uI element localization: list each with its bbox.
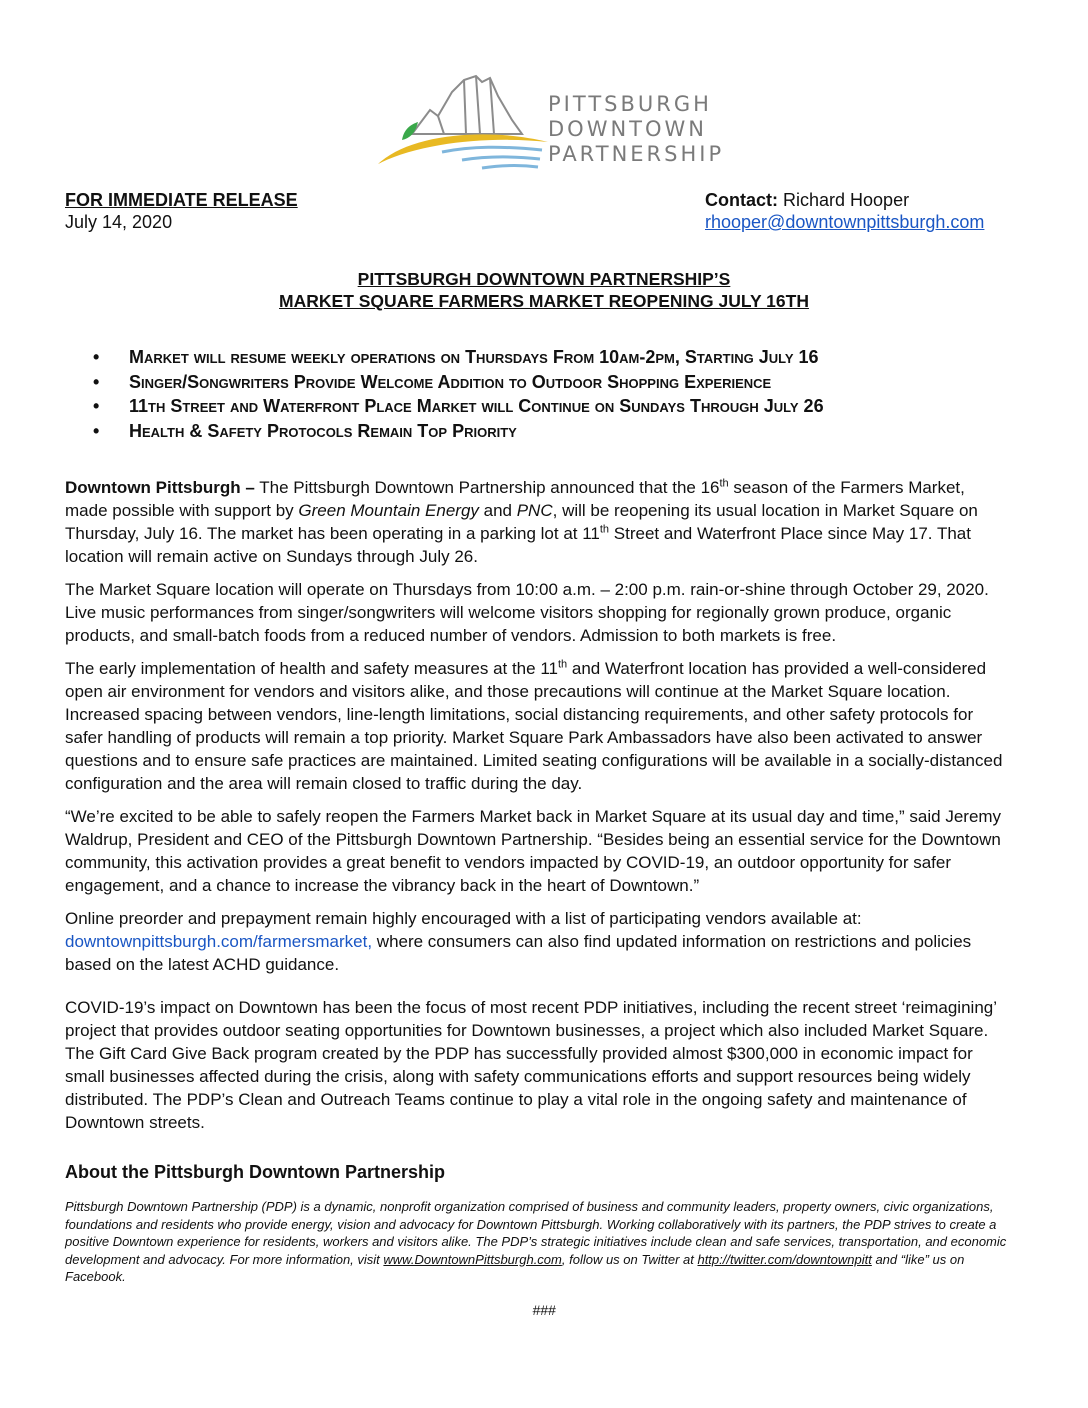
logo-wordmark — [548, 92, 724, 167]
text-run: and — [478, 501, 517, 520]
logo-water-lines — [442, 147, 542, 168]
paragraph-schedule: The Market Square location will operate on Thursdays from 10:00 a.m. – 2:00 p.m. rain-or-shine through October 29, 2020. Live music performances from singer/songwriters will welcome visitors shopping for regionally grown produce, organic products, and small-batch foods from a reduced number of vendors. Admission to both markets is free. — [65, 580, 989, 645]
text-run: Pittsburgh Downtown Partnership (PDP) is a dynamic, nonprofit organization comprised of business and community leaders, property owners, civic organizations, foundations and residents who provide energy, vision and advocacy for Downtown Pittsburgh. Working collaboratively with its partners, the PDP strives to create a positive Downtown experience for residents, workers and visitors alike. The PDP’s strategic initiatives include clean and safe services, transportation, and economic development and advocacy. For more information, visit — [65, 1199, 1007, 1267]
farmers-market-link[interactable]: downtownpittsburgh.com/farmersmarket, — [65, 932, 373, 951]
headline — [0, 268, 1088, 312]
text-run: and Waterfront location has provided a well-considered open air environment for vendors and visitors alike, and those precautions will continue at the Market Square location. Increased spacing between vendors, line-length limitations, social distancing requirements, and other safety protocols for safer handling of products will remain a top priority. Market Square Park Ambassadors have also been activated to answer questions and to ensure safe practices are maintained. Limited seating configurations will be available in a socially-distanced configuration and the area will remain closed to traffic during the day. — [65, 659, 1003, 793]
sponsor-name: Green Mountain Energy — [298, 501, 479, 520]
logo-mountain-shape — [412, 76, 522, 134]
contact-name: Richard Hooper — [783, 190, 910, 210]
headline-line-1: PITTSBURGH DOWNTOWN PARTNERSHIP’S — [357, 269, 731, 289]
paragraph-intro — [65, 476, 1010, 568]
highlights-list — [93, 345, 824, 443]
text-run: season of the Farmers Market, made possible with support by — [65, 478, 965, 520]
text-run: The early implementation of health and safety measures at the 11 — [65, 659, 558, 678]
text-run: The Pittsburgh Downtown Partnership announced that the 16 — [254, 478, 720, 497]
highlight-item: • Market will resume weekly operations on Thursdays From 10am-2pm, Starting July 16 — [93, 345, 824, 370]
paragraph-safety — [65, 657, 1010, 795]
sponsor-name: PNC — [516, 501, 553, 520]
contact-email-link[interactable]: rhooper@downtownpittsburgh.com — [705, 212, 985, 232]
highlight-item: • Singer/Songwriters Provide Welcome Addition to Outdoor Shopping Experience — [93, 370, 824, 395]
release-date: July 14, 2020 — [65, 212, 173, 232]
about-paragraph — [65, 1198, 1015, 1286]
highlight-item: • Health & Safety Protocols Remain Top Priority — [93, 419, 824, 444]
website-link[interactable]: www.DowntownPittsburgh.com — [383, 1251, 562, 1267]
end-mark: ### — [532, 1302, 556, 1318]
twitter-link[interactable]: http://twitter.com/downtownpitt — [697, 1251, 872, 1267]
text-run: Street and Waterfront Place since May 17. That location will remain active on Sundays through July 26. — [65, 524, 971, 566]
contact-block — [705, 189, 984, 233]
superscript: th — [719, 477, 729, 490]
text-run: Online preorder and prepayment remain highly encouraged with a list of participating vendors available at: — [65, 909, 862, 928]
text-run: and “like” us on Facebook. — [65, 1251, 965, 1284]
release-label: FOR IMMEDIATE RELEASE — [65, 190, 298, 210]
article-body — [65, 476, 1010, 1144]
headline-line-2: MARKET SQUARE FARMERS MARKET REOPENING JULY 16TH — [279, 291, 809, 311]
paragraph-preorder — [65, 907, 1010, 976]
highlight-item: • 11th Street and Waterfront Place Market will Continue on Sundays Through July 26 — [93, 394, 824, 419]
superscript: th — [599, 523, 610, 536]
logo-line-3: PARTNERSHIP — [548, 142, 725, 166]
release-block — [65, 189, 298, 233]
contact-label: Contact: — [705, 190, 778, 210]
paragraph-quote: “We’re excited to be able to safely reopen the Farmers Market back in Market Square at its usual day and time,” said Jeremy Waldrup, President and CEO of the Pittsburgh Downtown Partnership. “Besides being an essential service for the Downtown community, this activation provides a great benefit to vendors impacted by COVID-19, an outdoor opportunity for safer engagement, and a chance to increase the vibrancy back in the heart of Downtown.” — [65, 807, 1002, 895]
dateline: Downtown Pittsburgh – — [65, 478, 255, 497]
about-heading: About the Pittsburgh Downtown Partnership — [65, 1162, 445, 1182]
logo-line-2: DOWNTOWN — [548, 117, 708, 141]
paragraph-covid-impact: COVID-19’s impact on Downtown has been the focus of most recent PDP initiatives, including the recent street ‘reimagining’ project that provides outdoor seating opportunities for Downtown businesses, a project which also included Market Square. The Gift Card Give Back program created by the PDP has successfully provided almost $300,000 in economic impact for small businesses affected during the crisis, along with safety communications efforts and support resources being widely distributed. The PDP’s Clean and Outreach Teams continue to play a vital role in the ongoing safety and maintenance of Downtown streets. — [65, 998, 997, 1132]
superscript: th — [557, 658, 568, 671]
text-run: , will be reopening its usual location in Market Square on Thursday, July 16. The market has been operating in a parking lot at 11 — [65, 501, 978, 543]
logo-line-1: PITTSBURGH — [548, 92, 712, 116]
text-run: where consumers can also find updated information on restrictions and policies based on the latest ACHD guidance. — [65, 932, 972, 974]
text-run: , follow us on Twitter at — [561, 1251, 698, 1267]
